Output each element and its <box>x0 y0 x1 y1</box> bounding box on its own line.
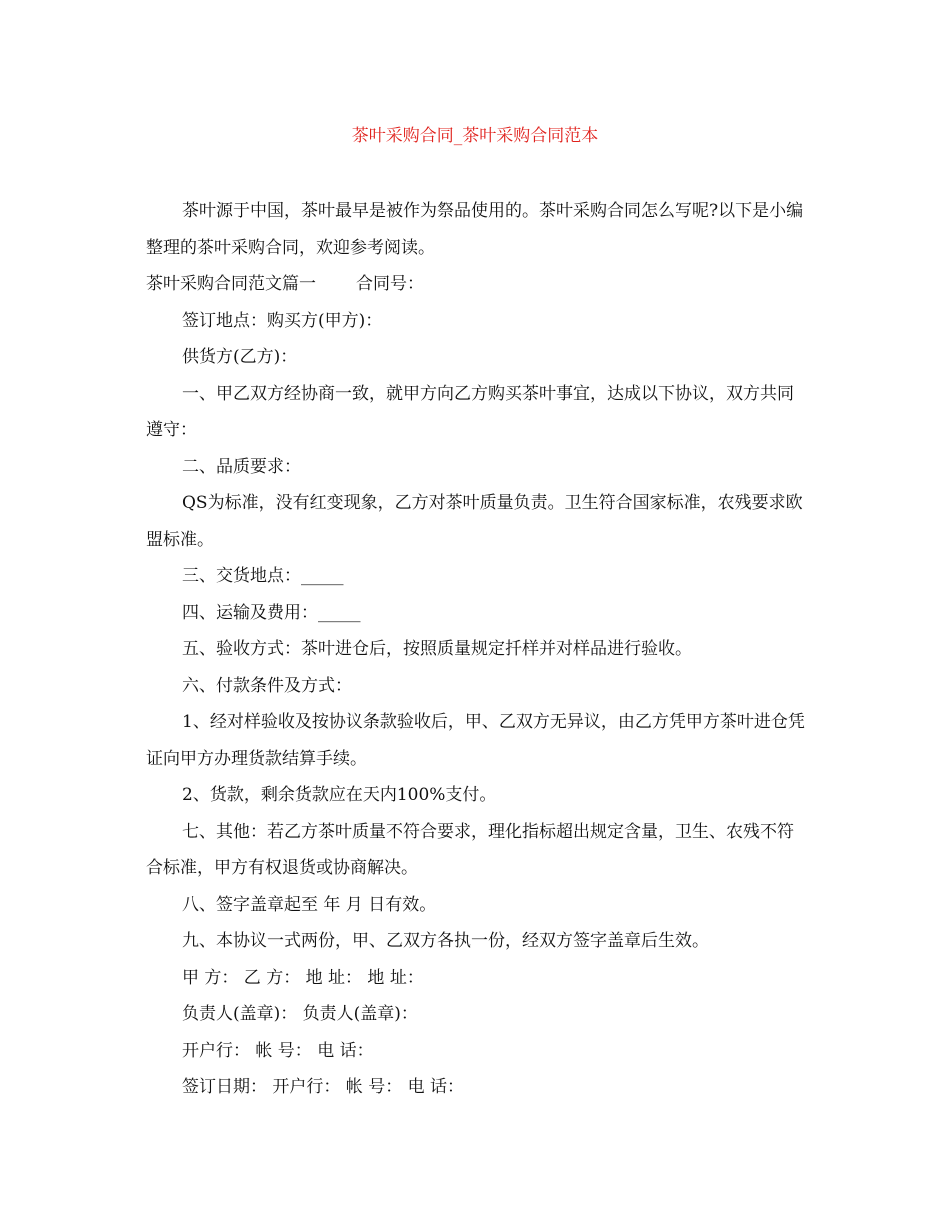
clause-3: 三、交货地点：_____ <box>182 566 344 586</box>
document-body <box>146 193 806 1106</box>
responsible-person-line: 负责人(盖章)： 负责人(盖章)： <box>182 1004 418 1024</box>
payment-item-2: 2、货款，剩余货款应在天内100%支付。 <box>182 785 497 805</box>
clause-7: 七、其他：若乙方茶叶质量不符合要求，理化指标超出规定含量，卫生、农残不符合标准，甲方有权退货或协商解决。 <box>146 821 794 878</box>
payment-item-1: 1、经对样验收及按协议条款验收后，甲、乙双方无异议，由乙方凭甲方茶叶进仓凭证向甲方办理货款结算手续。 <box>146 712 805 769</box>
clause-5: 五、验收方式：茶叶进仓后，按照质量规定扦样并对样品进行验收。 <box>182 639 692 659</box>
signing-date-line: 签订日期： 开户行： 帐 号： 电 话： <box>182 1077 465 1097</box>
clause-4: 四、运输及费用：_____ <box>182 602 361 623</box>
document-title: 茶叶采购合同_茶叶采购合同范本 <box>351 126 599 146</box>
contract-heading <box>146 266 806 303</box>
quality-requirements: QS为标准，没有红变现象，乙方对茶叶质量负责。卫生符合国家标准，农残要求欧盟标准。 <box>146 493 803 550</box>
party-address-line: 甲 方： 乙 方： 地 址： 地 址： <box>182 967 424 988</box>
intro-paragraph: 茶叶源于中国，茶叶最早是被作为祭品使用的。茶叶采购合同怎么写呢?以下是小编整理的茶叶采购合同，欢迎参考阅读。 <box>146 201 804 258</box>
clause-9: 九、本协议一式两份，甲、乙双方各执一份，经双方签字盖章后生效。 <box>182 931 709 951</box>
bank-account-line: 开户行： 帐 号： 电 话： <box>182 1040 374 1061</box>
clause-2-heading: 二、品质要求： <box>182 456 301 477</box>
clause-1: 一、甲乙双方经协商一致，就甲方向乙方购买茶叶事宜，达成以下协议，双方共同遵守： <box>146 383 794 440</box>
supplier-line: 供货方(乙方)： <box>182 347 298 367</box>
signing-place-line: 签订地点：购买方(甲方)： <box>182 310 383 331</box>
clause-8: 八、签字盖章起至 年 月 日有效。 <box>182 894 437 915</box>
clause-6-heading: 六、付款条件及方式： <box>182 675 352 696</box>
contract-heading-title: 茶叶采购合同范文篇一 <box>146 274 316 294</box>
contract-number-label: 合同号： <box>356 274 424 294</box>
